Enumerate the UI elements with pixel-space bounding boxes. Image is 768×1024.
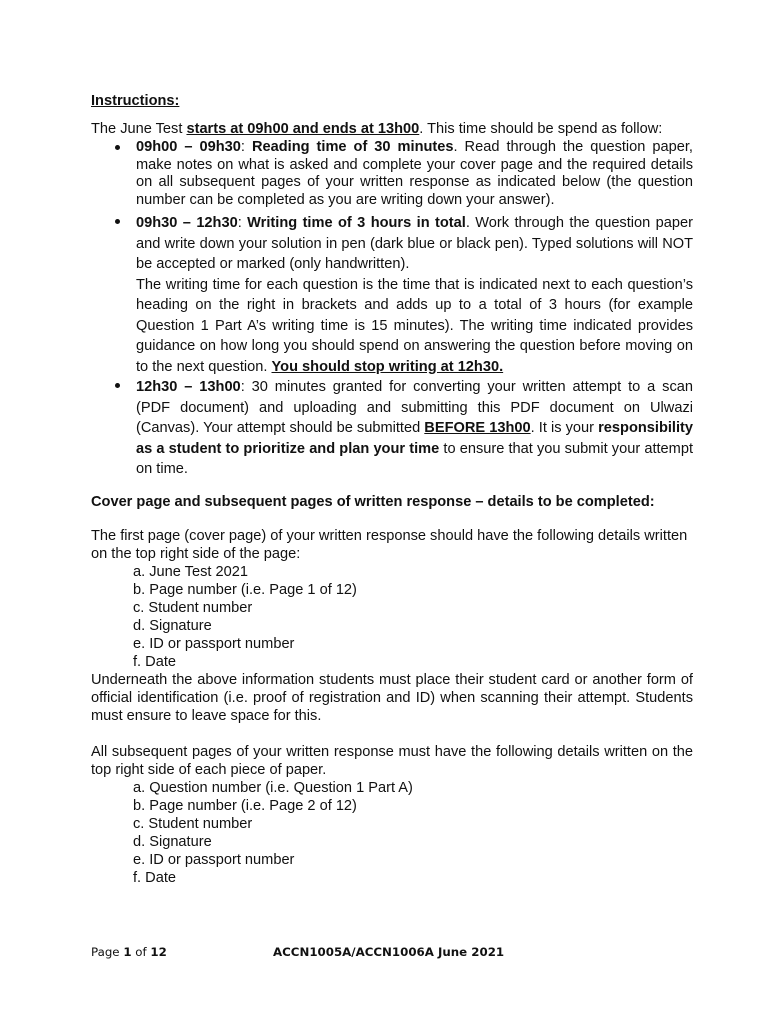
time-schedule-list xyxy=(91,139,693,480)
list-item: a. June Test 2021 xyxy=(133,563,248,580)
identification-note: Underneath the above information students must place their student card or another form of official identification (i.e. proof of registration and ID) when scanning their attempt. Students must ensure to leave space for this. xyxy=(91,671,693,724)
page-number: Page 1 of 12 xyxy=(91,945,167,959)
instructions-heading: Instructions: xyxy=(91,93,180,109)
list-item: c. Student number xyxy=(133,599,253,616)
cover-page-heading: Cover page and subsequent pages of written response – details to be completed: xyxy=(91,493,655,510)
list-item: e. ID or passport number xyxy=(133,635,295,652)
test-window: starts at 09h00 and ends at 13h00 xyxy=(186,121,420,137)
subsequent-pages-intro: All subsequent pages of your written response must have the following details written on the top right side of each piece of paper. xyxy=(91,743,693,778)
list-item: d. Signature xyxy=(133,833,212,850)
intro-paragraph: The June Test starts at 09h00 and ends at 13h00. This time should be spend as follow: xyxy=(91,121,663,137)
list-item: e. ID or passport number xyxy=(133,851,295,868)
cover-page-intro: The first page (cover page) of your written response should have the following details written on the top right side of the page: xyxy=(91,527,688,562)
deadline-note: BEFORE 13h00 xyxy=(424,420,531,437)
list-item: f. Date xyxy=(133,653,176,670)
spacer xyxy=(91,725,693,743)
list-item: d. Signature xyxy=(133,617,212,634)
list-item: a. Question number (i.e. Question 1 Part A) xyxy=(133,779,413,796)
reading-time-item: 09h00 – 09h30: Reading time of 30 minutes. Read through the question paper, make notes on what is asked and complete your cover page and the required details on all subsequent pages of your written response as indicated below (the question number can be completed as you are writing down your answer). xyxy=(91,139,693,209)
cover-page-details-list xyxy=(91,563,693,671)
writing-time-item: 09h30 – 12h30: Writing time of 3 hours in total. Work through the question paper and write down your solution in pen (dark blue or black pen). Typed solutions will NOT be accepted or marked (only handwritten). The writing time for each question is the time that is indicated next to each question’s heading on the right in brackets and adds up to a total of 3 hours (for example Question 1 Part A’s writing time is 15 minutes). The writing time indicated provides guidance on how long you should spend on answering the question before moving on to the next question. You should stop writing at 12h30. xyxy=(91,213,693,377)
list-item: c. Student number xyxy=(133,815,253,832)
submission-time-item: 12h30 – 13h00: 30 minutes granted for converting your written attempt to a scan (PDF document) and uploading and submitting this PDF document on Ulwazi (Canvas). Your attempt should be submitted BEFORE 13h00. It is your responsibility as a student to prioritize and plan your time to ensure that you submit your attempt on time. xyxy=(91,377,693,480)
list-item: b. Page number (i.e. Page 2 of 12) xyxy=(133,797,357,814)
list-item: f. Date xyxy=(133,869,176,886)
stop-writing-note: You should stop writing at 12h30. xyxy=(271,358,504,375)
document-page xyxy=(91,92,693,887)
course-code: ACCN1005A/ACCN1006A June 2021 xyxy=(273,945,505,959)
list-item: b. Page number (i.e. Page 1 of 12) xyxy=(133,581,357,598)
subsequent-pages-details-list xyxy=(91,779,693,887)
